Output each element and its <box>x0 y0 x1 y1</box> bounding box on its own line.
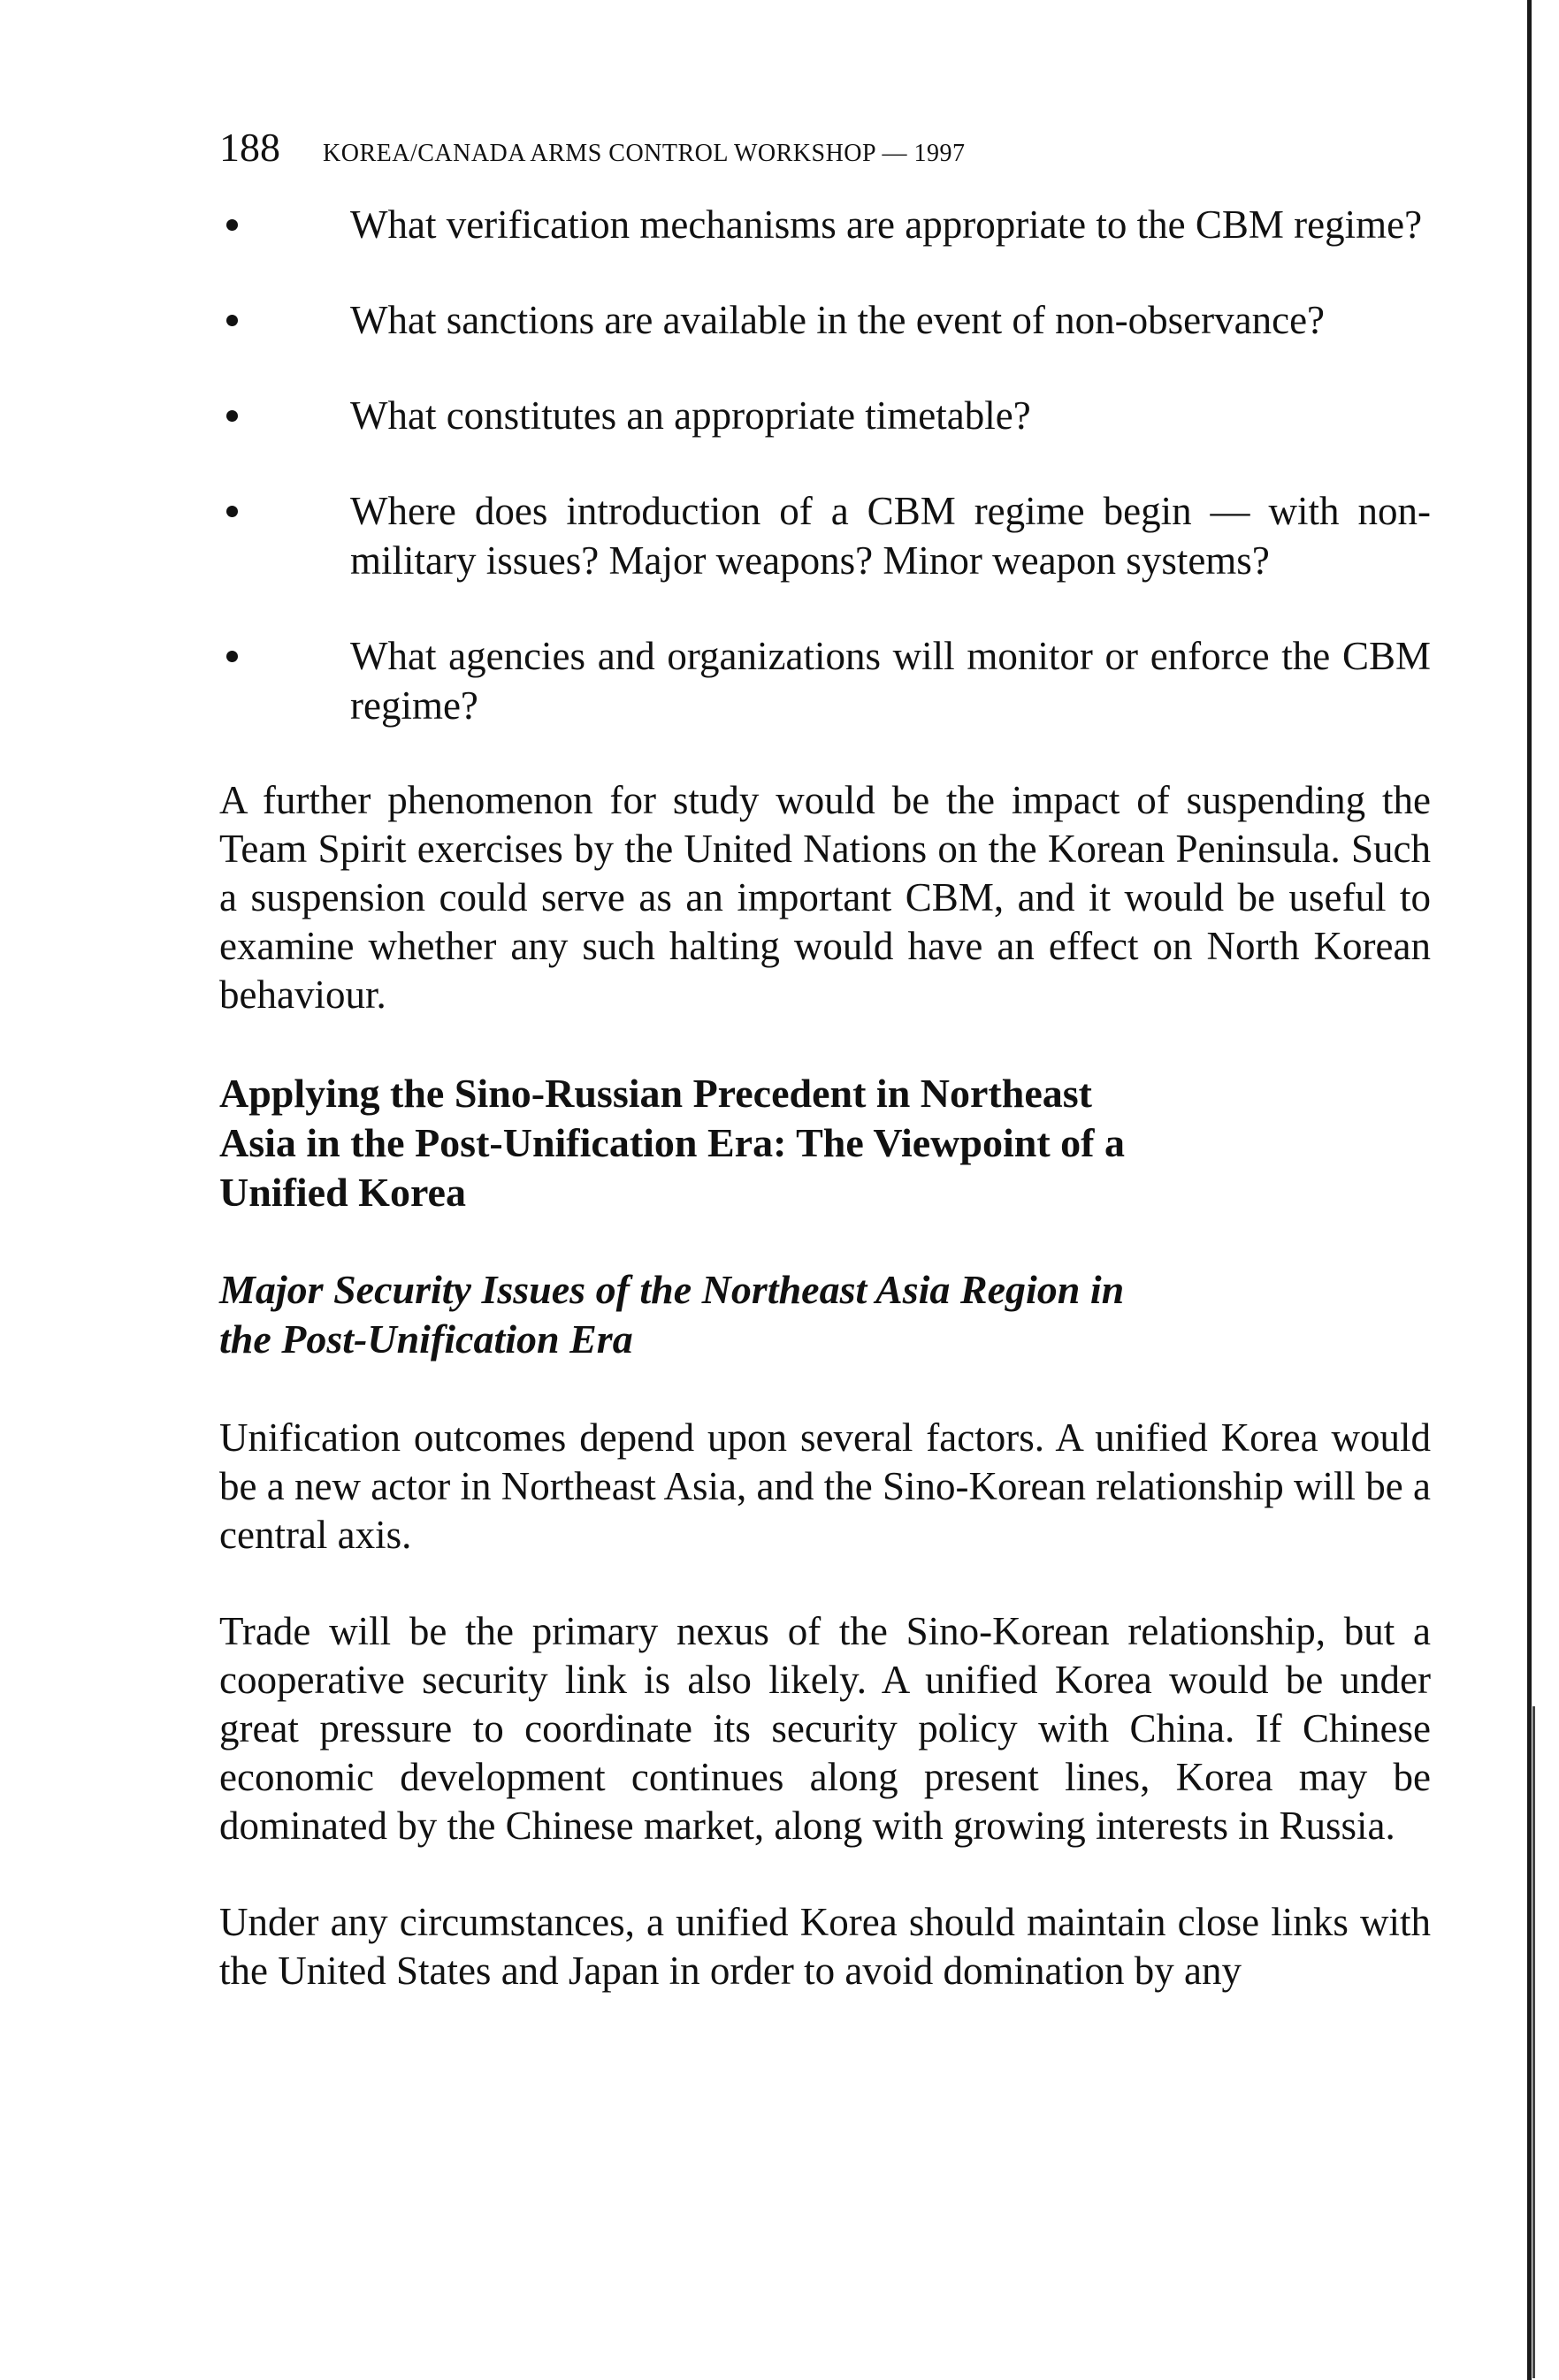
running-head: KOREA/CANADA ARMS CONTROL WORKSHOP — 1997 <box>323 140 966 167</box>
list-item <box>219 295 1431 345</box>
page-edge-shadow <box>1532 1706 1535 2378</box>
question-list <box>219 200 1431 730</box>
bullet-icon <box>226 219 238 231</box>
list-item-text: What sanctions are available in the event of non-observance? <box>350 298 1326 342</box>
list-item-text: What agencies and organizations will monitor or enforce the CBM regime? <box>350 634 1431 728</box>
bullet-icon <box>226 410 238 422</box>
list-item <box>219 200 1431 249</box>
list-item-text: What verification mechanisms are appropriate to the CBM regime? <box>350 202 1423 247</box>
list-item <box>219 486 1431 585</box>
section-heading: Applying the Sino-Russian Precedent in Northeast Asia in the Post-Unification Era: The Viewpoint of a Unified Korea <box>219 1071 1125 1215</box>
list-item-text: What constitutes an appropriate timetable? <box>350 393 1031 438</box>
bullet-icon <box>226 315 238 326</box>
page-content <box>219 200 1431 2043</box>
sub-heading: Major Security Issues of the Northeast Asia Region in the Post-Unification Era <box>219 1267 1125 1362</box>
body-paragraph: Under any circumstances, a unified Korea should maintain close links with the United States and Japan in order to avoid domination by any <box>219 1900 1431 1993</box>
list-item-text: Where does introduction of a CBM regime begin — with non-military issues? Major weapons? Minor weapon systems? <box>350 489 1431 583</box>
body-paragraph: Trade will be the primary nexus of the Sino-Korean relationship, but a cooperative security link is also likely. A unified Korea would be under great pressure to coordinate its security policy with China. If Chinese economic development continues along present lines, Korea may be dominated by the Chinese market, along with growing interests in Russia. <box>219 1609 1431 1848</box>
body-paragraph: A further phenomenon for study would be the impact of suspending the Team Spirit exercises by the United Nations on the Korean Peninsula. Such a suspension could serve as an important CBM, and it would be useful to examine whether any such halting would have an effect on North Korean behaviour. <box>219 778 1431 1017</box>
page-number: 188 <box>219 125 280 170</box>
page-edge-line <box>1527 0 1532 2380</box>
bullet-icon <box>226 651 238 662</box>
list-item <box>219 631 1431 730</box>
body-paragraph: Unification outcomes depend upon several factors. A unified Korea would be a new actor in Northeast Asia, and the Sino-Korean relationship will be a central axis. <box>219 1415 1431 1557</box>
bullet-icon <box>226 506 238 517</box>
list-item <box>219 391 1431 440</box>
page-header <box>219 124 966 177</box>
